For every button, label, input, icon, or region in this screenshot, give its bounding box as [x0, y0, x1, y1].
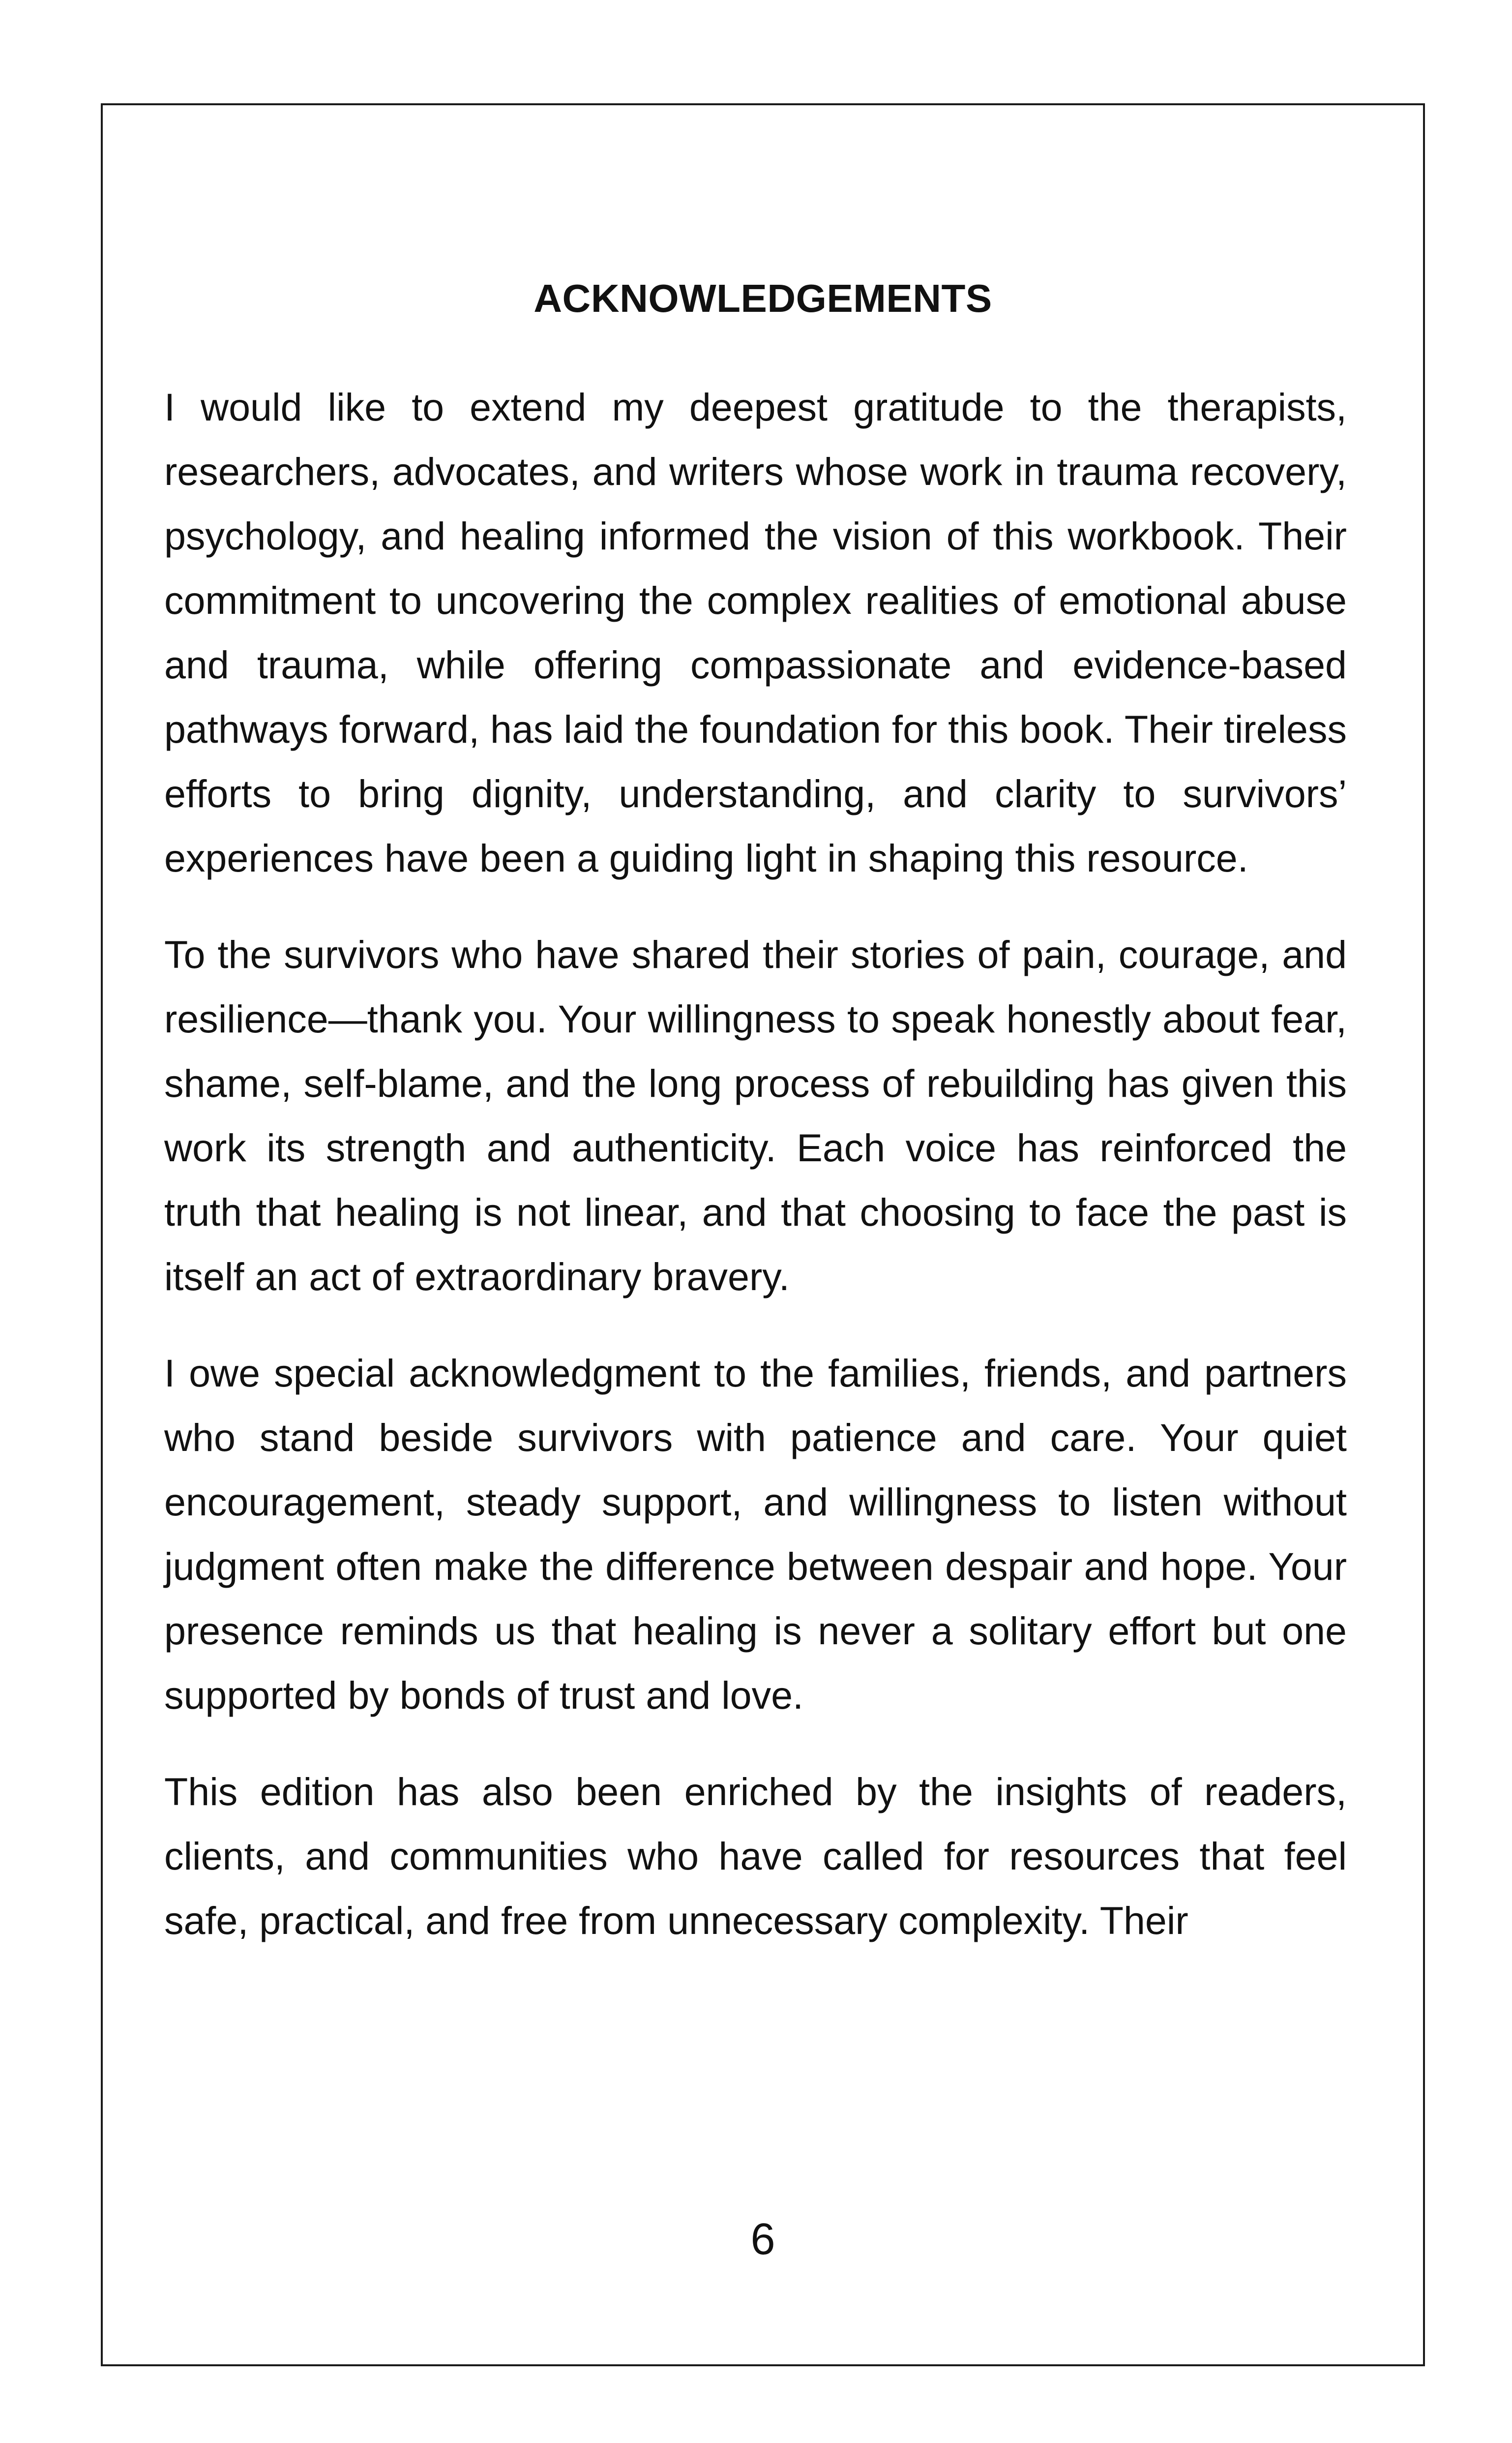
paragraph-3: I owe special acknowledgment to the families, friends, and partners who stand beside survivors with patience and care. Your quiet encouragement, steady support, and willingness to listen without judgment often make the difference between despair and hope. Your presence reminds us that healing is never a solitary effort but one supported by bonds of trust and love. — [164, 1351, 1347, 1717]
paragraph-1: I would like to extend my deepest gratitude to the therapists, researchers, advocates, and writers whose work in trauma recovery, psychology, and healing informed the vision of this workbook. Their commitment to uncovering the complex realities of emotional abuse and trauma, while offering compassionate and evidence-based pathways forward, has laid the foundation for this book. Their tireless efforts to bring dignity, understanding, and clarity to survivors’ experiences have been a guiding light in shaping this resource. — [164, 385, 1347, 880]
page-frame — [101, 103, 1425, 2366]
page-title: ACKNOWLEDGEMENTS — [534, 276, 992, 320]
page-number: 6 — [750, 2215, 775, 2264]
body-text — [164, 375, 1347, 1985]
paragraph-4: This edition has also been enriched by the insights of readers, clients, and communities who have called for resources that feel safe, practical, and free from unnecessary complexity. Their — [164, 1770, 1347, 1942]
paragraph-2: To the survivors who have shared their stories of pain, courage, and resilience—thank you. Your willingness to speak honestly about fear, shame, self-blame, and the long process of rebuilding has given this work its strength and authenticity. Each voice has reinforced the truth that healing is not linear, and that choosing to face the past is itself an act of extraordinary bravery. — [164, 933, 1347, 1298]
